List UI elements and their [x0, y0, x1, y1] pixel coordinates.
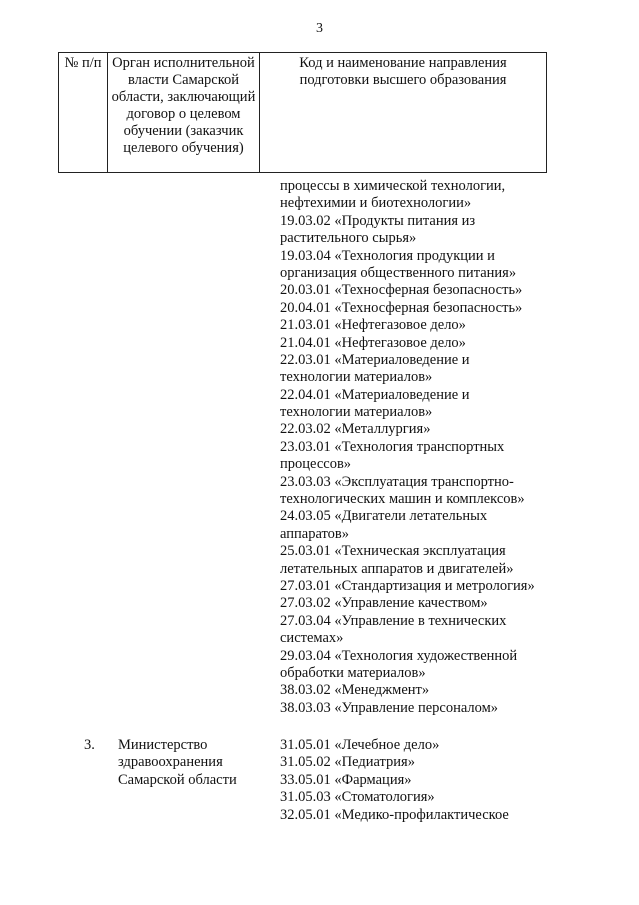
direction-line: 24.03.05 «Двигатели летательных: [280, 508, 488, 525]
section-3-number: 3.: [84, 737, 95, 753]
direction-line: нефтехимии и биотехнологии»: [280, 195, 472, 212]
direction-line: 27.03.01 «Стандартизация и метрология»: [280, 577, 535, 594]
direction-line: 22.03.01 «Материаловедение и: [280, 351, 470, 368]
direction-line: 25.03.01 «Техническая эксплуатация: [280, 543, 506, 560]
direction-line: 21.04.01 «Нефтегазовое дело»: [280, 334, 466, 351]
direction-line: летательных аппаратов и двигателей»: [280, 560, 514, 577]
direction-line: системах»: [280, 630, 344, 647]
direction-line: растительного сырья»: [280, 230, 417, 247]
direction-line: 23.03.03 «Эксплуатация транспортно-: [280, 473, 514, 490]
direction-line: 29.03.04 «Технология художественной: [280, 647, 518, 664]
direction-line: 23.03.01 «Технология транспортных: [280, 438, 505, 455]
direction-line: аппаратов»: [280, 525, 350, 542]
direction-line: 22.04.01 «Материаловедение и: [280, 386, 470, 403]
direction-line: 31.05.01 «Лечебное дело»: [280, 737, 440, 753]
direction-line: 38.03.02 «Менеджмент»: [280, 682, 430, 699]
direction-line: 20.04.01 «Техносферная безопасность»: [280, 299, 523, 316]
direction-line: 32.05.01 «Медико-профилактическое: [280, 806, 509, 823]
direction-line: 27.03.02 «Управление качеством»: [280, 595, 488, 612]
direction-line: технологии материалов»: [280, 369, 433, 386]
direction-line: 21.03.01 «Нефтегазовое дело»: [280, 317, 466, 334]
direction-line: обработки материалов»: [280, 664, 426, 681]
table-header: [58, 52, 547, 173]
page-number: 3: [316, 21, 323, 36]
direction-line: 33.05.01 «Фармация»: [280, 771, 412, 788]
direction-line: процессы в химической технологии,: [280, 178, 506, 194]
organ-line: Министерство: [118, 737, 208, 753]
direction-line: организация общественного питания»: [280, 264, 517, 281]
direction-line: 19.03.04 «Технология продукции и: [280, 247, 495, 264]
direction-line: технологических машин и комплексов»: [280, 491, 525, 508]
direction-line: 20.03.01 «Техносферная безопасность»: [280, 282, 523, 299]
direction-line: 22.03.02 «Металлургия»: [280, 421, 431, 438]
direction-code-list: [280, 178, 535, 717]
section-3-organ: [118, 737, 237, 789]
organ-line: Самарской области: [118, 771, 237, 788]
table-header-row: [59, 53, 547, 173]
direction-line: 31.05.03 «Стоматология»: [280, 789, 435, 806]
header-code-column: Код и наименование направления подготовки высшего образования: [260, 53, 547, 173]
direction-line: технологии материалов»: [280, 404, 433, 421]
direction-line: процессов»: [280, 456, 352, 473]
header-organ-column: Орган исполнительной власти Самарской области, заключающий договор о целевом обучении (заказчик целевого обучения): [108, 53, 260, 173]
header-number-column: № п/п: [59, 53, 108, 173]
direction-line: 38.03.03 «Управление персоналом»: [280, 699, 499, 716]
organ-line: здравоохранения: [118, 754, 223, 771]
direction-line: 19.03.02 «Продукты питания из: [280, 212, 476, 229]
direction-line: 31.05.02 «Педиатрия»: [280, 754, 415, 771]
section-3-code-list: [280, 737, 509, 824]
direction-line: 27.03.04 «Управление в технических: [280, 612, 507, 629]
